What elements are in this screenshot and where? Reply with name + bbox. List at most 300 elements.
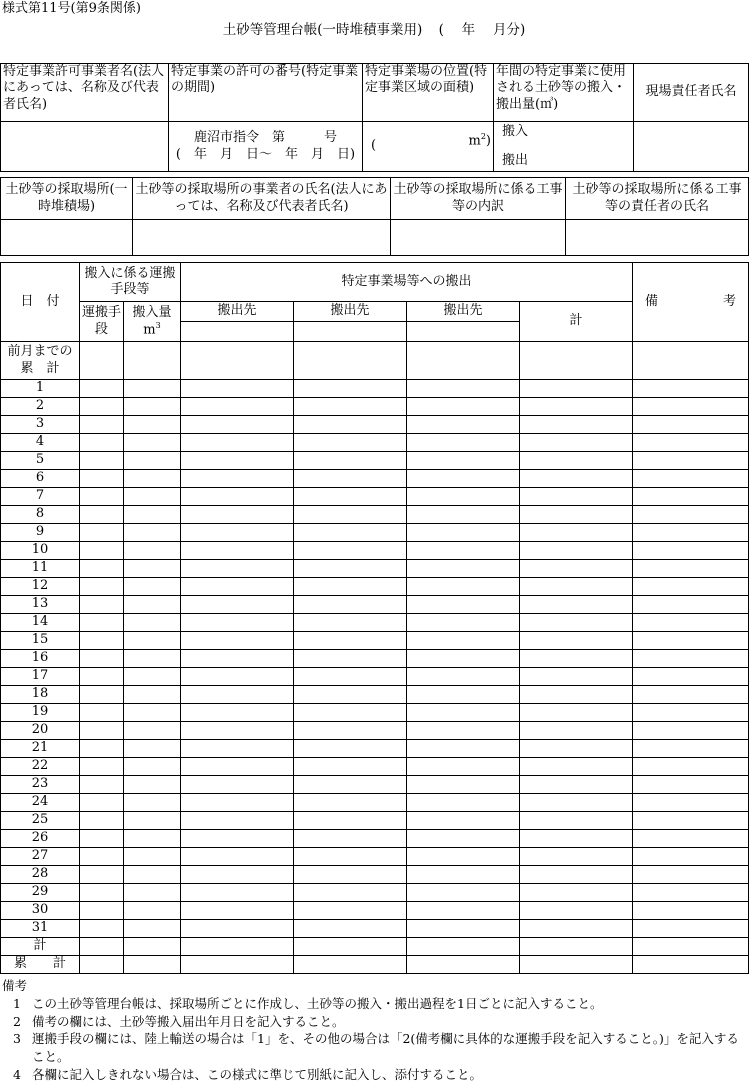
cell[interactable] — [520, 704, 633, 722]
site-area-field[interactable] — [363, 122, 494, 172]
cell[interactable] — [124, 812, 181, 830]
cell[interactable] — [124, 452, 181, 470]
cell[interactable] — [181, 524, 294, 542]
cell[interactable] — [80, 668, 124, 686]
cell[interactable] — [181, 434, 294, 452]
cell[interactable] — [520, 488, 633, 506]
cell[interactable] — [294, 776, 407, 794]
cell[interactable] — [124, 920, 181, 938]
cell[interactable] — [80, 524, 124, 542]
cell[interactable] — [124, 542, 181, 560]
header-destination-1: 搬出先 — [181, 302, 294, 322]
cell[interactable] — [633, 920, 749, 938]
cell[interactable] — [181, 452, 294, 470]
destination-3-name-field[interactable] — [407, 322, 520, 342]
cell[interactable] — [124, 794, 181, 812]
cell[interactable] — [520, 542, 633, 560]
cell[interactable] — [407, 542, 520, 560]
inbound-unit-sup: 3 — [155, 320, 161, 330]
cell[interactable] — [181, 398, 294, 416]
cell[interactable] — [633, 722, 749, 740]
cell[interactable] — [520, 758, 633, 776]
day-row-label: 18 — [1, 686, 80, 704]
cell[interactable] — [520, 902, 633, 920]
cell[interactable] — [181, 740, 294, 758]
day-row-label: 4 — [1, 434, 80, 452]
cell[interactable] — [80, 416, 124, 434]
cell[interactable] — [294, 416, 407, 434]
cell[interactable] — [124, 398, 181, 416]
cell[interactable] — [633, 578, 749, 596]
cell[interactable] — [181, 542, 294, 560]
cell[interactable] — [181, 632, 294, 650]
cell[interactable] — [181, 704, 294, 722]
cell[interactable] — [407, 452, 520, 470]
cell[interactable] — [520, 506, 633, 524]
cell[interactable] — [633, 848, 749, 866]
cell[interactable] — [520, 416, 633, 434]
cell[interactable] — [124, 938, 181, 956]
cell[interactable] — [124, 956, 181, 974]
day-row-label: 12 — [1, 578, 80, 596]
cell[interactable] — [124, 614, 181, 632]
cell[interactable] — [124, 758, 181, 776]
annual-volume-field[interactable] — [494, 122, 634, 172]
header-annual-volume: 年間の特定事業に使用される土砂等の搬入・搬出量(㎥) — [494, 64, 634, 122]
destination-2-name-field[interactable] — [294, 322, 407, 342]
cell[interactable] — [633, 776, 749, 794]
cell[interactable] — [80, 956, 124, 974]
cell[interactable] — [633, 668, 749, 686]
cell[interactable] — [124, 416, 181, 434]
cell[interactable] — [520, 632, 633, 650]
cell[interactable] — [181, 596, 294, 614]
cell[interactable] — [520, 848, 633, 866]
cell[interactable] — [80, 776, 124, 794]
note-number: 2 — [13, 1013, 21, 1029]
cell[interactable] — [80, 758, 124, 776]
cell[interactable] — [294, 470, 407, 488]
cell[interactable] — [407, 722, 520, 740]
cell[interactable] — [294, 848, 407, 866]
cell[interactable] — [520, 650, 633, 668]
cell[interactable] — [407, 434, 520, 452]
cell[interactable] — [294, 920, 407, 938]
day-row — [1, 650, 749, 668]
header-remarks: 備 考 — [633, 263, 749, 342]
cell[interactable] — [181, 416, 294, 434]
site-manager-field[interactable] — [634, 122, 749, 172]
cell[interactable] — [294, 380, 407, 398]
cell[interactable] — [407, 524, 520, 542]
cell[interactable] — [407, 920, 520, 938]
cell[interactable] — [407, 506, 520, 524]
day-row-label: 6 — [1, 470, 80, 488]
cell[interactable] — [181, 884, 294, 902]
cell[interactable] — [294, 830, 407, 848]
work-details-field[interactable] — [391, 220, 566, 256]
cell[interactable] — [520, 434, 633, 452]
cell[interactable] — [633, 632, 749, 650]
cell[interactable] — [80, 632, 124, 650]
cell[interactable] — [520, 956, 633, 974]
cell[interactable] — [294, 452, 407, 470]
cell[interactable] — [633, 812, 749, 830]
cell[interactable] — [124, 668, 181, 686]
cell[interactable] — [124, 470, 181, 488]
cell[interactable] — [181, 812, 294, 830]
day-row — [1, 524, 749, 542]
cell[interactable] — [181, 470, 294, 488]
cell[interactable] — [294, 578, 407, 596]
cell[interactable] — [294, 434, 407, 452]
cell[interactable] — [633, 398, 749, 416]
cell[interactable] — [520, 524, 633, 542]
cell[interactable] — [181, 722, 294, 740]
cell[interactable] — [124, 704, 181, 722]
day-row — [1, 812, 749, 830]
cell[interactable] — [124, 578, 181, 596]
cell[interactable] — [520, 830, 633, 848]
cell[interactable] — [407, 560, 520, 578]
day-row — [1, 398, 749, 416]
cell[interactable] — [294, 614, 407, 632]
cell[interactable] — [633, 686, 749, 704]
cell[interactable] — [633, 866, 749, 884]
cell[interactable] — [407, 902, 520, 920]
cell[interactable] — [633, 938, 749, 956]
cell[interactable] — [80, 488, 124, 506]
cell[interactable] — [407, 668, 520, 686]
cell[interactable] — [124, 776, 181, 794]
cell[interactable] — [520, 560, 633, 578]
destination-1-name-field[interactable] — [181, 322, 294, 342]
cell[interactable] — [294, 542, 407, 560]
cell[interactable] — [633, 452, 749, 470]
cell[interactable] — [520, 794, 633, 812]
cell[interactable] — [407, 776, 520, 794]
cell[interactable] — [407, 632, 520, 650]
cell[interactable] — [80, 380, 124, 398]
cell[interactable] — [633, 902, 749, 920]
cell[interactable] — [181, 920, 294, 938]
cell[interactable] — [80, 434, 124, 452]
cell[interactable] — [181, 848, 294, 866]
cell[interactable] — [294, 668, 407, 686]
cell[interactable] — [80, 470, 124, 488]
cell[interactable] — [181, 342, 294, 380]
cell[interactable] — [181, 614, 294, 632]
cell[interactable] — [124, 342, 181, 380]
cell[interactable] — [520, 776, 633, 794]
cell[interactable] — [407, 470, 520, 488]
cell[interactable] — [294, 938, 407, 956]
cell[interactable] — [80, 596, 124, 614]
cell[interactable] — [407, 398, 520, 416]
day-row-label: 30 — [1, 902, 80, 920]
cell[interactable] — [294, 812, 407, 830]
cell[interactable] — [181, 758, 294, 776]
cell[interactable] — [294, 704, 407, 722]
cell[interactable] — [294, 488, 407, 506]
cell[interactable] — [124, 434, 181, 452]
day-row — [1, 866, 749, 884]
cell[interactable] — [80, 650, 124, 668]
cell[interactable] — [520, 866, 633, 884]
cell[interactable] — [181, 866, 294, 884]
cell[interactable] — [633, 704, 749, 722]
cell[interactable] — [80, 902, 124, 920]
cell[interactable] — [181, 650, 294, 668]
cell[interactable] — [520, 578, 633, 596]
header-source-location: 土砂等の採取場所(一時堆積場) — [1, 178, 133, 220]
cell[interactable] — [294, 902, 407, 920]
cell[interactable] — [633, 342, 749, 380]
cell[interactable] — [124, 650, 181, 668]
permit-number-field[interactable] — [169, 122, 363, 172]
day-row — [1, 560, 749, 578]
day-row-label: 13 — [1, 596, 80, 614]
cell[interactable] — [633, 794, 749, 812]
cell[interactable] — [80, 506, 124, 524]
inbound-label: 搬入 — [502, 124, 529, 140]
day-row — [1, 632, 749, 650]
day-row-label: 25 — [1, 812, 80, 830]
cell[interactable] — [520, 686, 633, 704]
cell[interactable] — [407, 830, 520, 848]
source-operator-field[interactable] — [133, 220, 391, 256]
cell[interactable] — [407, 416, 520, 434]
cell[interactable] — [520, 668, 633, 686]
cell[interactable] — [294, 866, 407, 884]
cell[interactable] — [181, 794, 294, 812]
cell[interactable] — [633, 542, 749, 560]
cell[interactable] — [294, 342, 407, 380]
cell[interactable] — [520, 614, 633, 632]
cell[interactable] — [407, 614, 520, 632]
cell[interactable] — [294, 884, 407, 902]
title-period: ( 年 月分) — [438, 22, 526, 38]
day-row-label: 23 — [1, 776, 80, 794]
cell[interactable] — [80, 740, 124, 758]
cell[interactable] — [124, 524, 181, 542]
cell[interactable] — [407, 578, 520, 596]
cell[interactable] — [633, 956, 749, 974]
cell[interactable] — [181, 938, 294, 956]
cell[interactable] — [407, 848, 520, 866]
header-destination-2: 搬出先 — [294, 302, 407, 322]
cell[interactable] — [80, 704, 124, 722]
cell[interactable] — [407, 758, 520, 776]
cell[interactable] — [294, 722, 407, 740]
cell[interactable] — [407, 740, 520, 758]
cell[interactable] — [520, 470, 633, 488]
day-row-label: 28 — [1, 866, 80, 884]
cell[interactable] — [633, 830, 749, 848]
cell[interactable] — [124, 596, 181, 614]
cell[interactable] — [633, 380, 749, 398]
cell[interactable] — [294, 632, 407, 650]
cell[interactable] — [181, 506, 294, 524]
cell[interactable] — [124, 632, 181, 650]
cell[interactable] — [124, 686, 181, 704]
permit-holder-field[interactable] — [1, 122, 169, 172]
cell[interactable] — [407, 956, 520, 974]
day-row — [1, 704, 749, 722]
cell[interactable] — [124, 848, 181, 866]
cell[interactable] — [181, 830, 294, 848]
cell[interactable] — [407, 686, 520, 704]
day-row — [1, 668, 749, 686]
cell[interactable] — [181, 380, 294, 398]
cell[interactable] — [407, 812, 520, 830]
cell[interactable] — [633, 416, 749, 434]
cell[interactable] — [633, 488, 749, 506]
work-manager-field[interactable] — [566, 220, 749, 256]
cell[interactable] — [181, 902, 294, 920]
cell[interactable] — [294, 524, 407, 542]
cell[interactable] — [407, 488, 520, 506]
cell[interactable] — [294, 506, 407, 524]
cell[interactable] — [181, 686, 294, 704]
cell[interactable] — [124, 740, 181, 758]
cell[interactable] — [181, 578, 294, 596]
cell[interactable] — [294, 794, 407, 812]
cell[interactable] — [633, 506, 749, 524]
cell[interactable] — [294, 560, 407, 578]
cell[interactable] — [294, 740, 407, 758]
note-number: 1 — [13, 995, 21, 1011]
cell[interactable] — [520, 380, 633, 398]
page-title — [0, 22, 748, 39]
cell[interactable] — [407, 794, 520, 812]
cell[interactable] — [124, 722, 181, 740]
cell[interactable] — [80, 542, 124, 560]
note-item — [2, 1013, 746, 1031]
cell[interactable] — [633, 470, 749, 488]
cell[interactable] — [294, 398, 407, 416]
area-close-paren: ) — [485, 133, 491, 149]
note-item — [2, 1066, 746, 1084]
cell[interactable] — [80, 578, 124, 596]
cell[interactable] — [80, 812, 124, 830]
note-text: この土砂等管理台帳は、採取場所ごとに作成し、土砂等の搬入・搬出過程を1日ごとに記入すること。 — [32, 995, 603, 1011]
cell[interactable] — [181, 776, 294, 794]
cell[interactable] — [294, 650, 407, 668]
cell[interactable] — [633, 596, 749, 614]
note-item — [2, 995, 746, 1013]
cell[interactable] — [124, 866, 181, 884]
cell[interactable] — [520, 740, 633, 758]
cell[interactable] — [520, 596, 633, 614]
cell[interactable] — [520, 920, 633, 938]
cell[interactable] — [294, 596, 407, 614]
cell[interactable] — [407, 596, 520, 614]
cell[interactable] — [633, 758, 749, 776]
cell[interactable] — [80, 614, 124, 632]
cell[interactable] — [80, 398, 124, 416]
cell[interactable] — [294, 758, 407, 776]
cell[interactable] — [80, 866, 124, 884]
cell[interactable] — [520, 342, 633, 380]
cell[interactable] — [407, 884, 520, 902]
day-row-label: 24 — [1, 794, 80, 812]
cell[interactable] — [181, 560, 294, 578]
cell[interactable] — [520, 812, 633, 830]
cell[interactable] — [181, 488, 294, 506]
day-row — [1, 686, 749, 704]
form-number: 様式第11号(第9条関係) — [2, 1, 141, 16]
cell[interactable] — [181, 956, 294, 974]
cell[interactable] — [407, 938, 520, 956]
month-total-row-label: 計 — [1, 938, 80, 956]
cell[interactable] — [124, 830, 181, 848]
day-row-label: 2 — [1, 398, 80, 416]
day-row-label: 10 — [1, 542, 80, 560]
cell[interactable] — [124, 560, 181, 578]
cell[interactable] — [633, 650, 749, 668]
cell[interactable] — [124, 488, 181, 506]
cell[interactable] — [407, 866, 520, 884]
cell[interactable] — [633, 434, 749, 452]
cell[interactable] — [80, 920, 124, 938]
cell[interactable] — [80, 686, 124, 704]
month-total-row — [1, 938, 749, 956]
cell[interactable] — [633, 740, 749, 758]
cell[interactable] — [80, 884, 124, 902]
cell[interactable] — [407, 650, 520, 668]
cell[interactable] — [633, 560, 749, 578]
cell[interactable] — [80, 830, 124, 848]
cell[interactable] — [80, 560, 124, 578]
cell[interactable] — [80, 722, 124, 740]
day-row — [1, 848, 749, 866]
cell[interactable] — [520, 938, 633, 956]
day-row-label: 3 — [1, 416, 80, 434]
cell[interactable] — [633, 884, 749, 902]
cell[interactable] — [124, 506, 181, 524]
cell[interactable] — [294, 686, 407, 704]
cell[interactable] — [124, 380, 181, 398]
cell[interactable] — [407, 380, 520, 398]
cell[interactable] — [80, 342, 124, 380]
day-row-label: 9 — [1, 524, 80, 542]
cell[interactable] — [124, 902, 181, 920]
cell[interactable] — [633, 614, 749, 632]
day-row-label: 27 — [1, 848, 80, 866]
source-location-field[interactable] — [1, 220, 133, 256]
day-row — [1, 488, 749, 506]
cell[interactable] — [294, 956, 407, 974]
day-row-label: 19 — [1, 704, 80, 722]
cell[interactable] — [80, 452, 124, 470]
cell[interactable] — [407, 704, 520, 722]
cell[interactable] — [633, 524, 749, 542]
cell[interactable] — [80, 794, 124, 812]
cell[interactable] — [520, 722, 633, 740]
cell[interactable] — [520, 884, 633, 902]
cell[interactable] — [124, 884, 181, 902]
cell[interactable] — [80, 848, 124, 866]
day-row-label: 26 — [1, 830, 80, 848]
cell[interactable] — [520, 452, 633, 470]
cell[interactable] — [181, 668, 294, 686]
cell[interactable] — [407, 342, 520, 380]
header-transport: 運搬手段 — [80, 302, 124, 342]
cell[interactable] — [520, 398, 633, 416]
cell[interactable] — [80, 938, 124, 956]
day-row-label: 5 — [1, 452, 80, 470]
